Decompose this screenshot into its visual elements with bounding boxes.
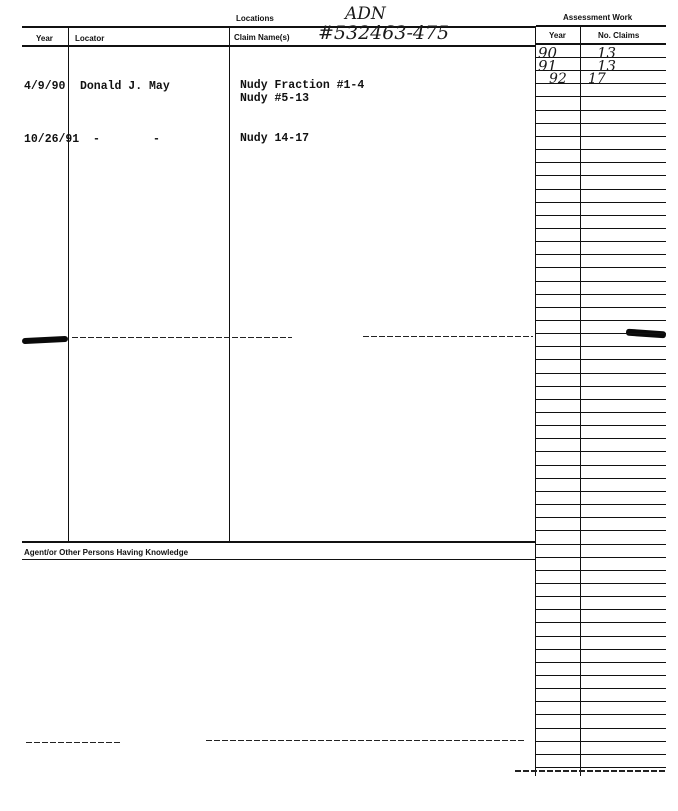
assessment-row-rule (535, 320, 666, 321)
assessment-row-rule (535, 767, 666, 768)
bottom-dashed-line (26, 742, 122, 743)
assessment-row-rule (535, 596, 666, 597)
assessment-row-rule (535, 281, 666, 282)
assessment-year-entry: 91 (538, 57, 558, 75)
assessment-row-rule (535, 399, 666, 400)
assessment-row-rule (535, 228, 666, 229)
assessment-row-rule (535, 530, 666, 531)
assessment-row-rule (535, 346, 666, 347)
assessment-row-rule (535, 162, 666, 163)
assessment-row-rule (535, 504, 666, 505)
entry-date: 4/9/90 (24, 80, 66, 93)
assessment-row-rule (535, 96, 666, 97)
assessment-row-rule (535, 136, 666, 137)
assessment-row-rule (535, 491, 666, 492)
assessment-top-rule (536, 25, 666, 27)
assessment-row-rule (535, 701, 666, 702)
entry-locator-ditto: - (153, 133, 160, 146)
assessment-row-rule (535, 662, 666, 663)
dashed-line-right (363, 336, 533, 337)
assessment-row-rule (535, 254, 666, 255)
header-top-rule (22, 26, 536, 28)
assessment-row-rule (535, 570, 666, 571)
assessment-row-rule (535, 110, 666, 111)
assessment-row-rule (535, 438, 666, 439)
assessment-row-rule (535, 123, 666, 124)
assessment-row-rule (535, 636, 666, 637)
year-locator-divider (68, 27, 69, 541)
assessment-row-rule (535, 583, 666, 584)
assessment-row-rule (535, 215, 666, 216)
assessment-row-rule (535, 333, 666, 334)
assessment-inner-divider (580, 26, 581, 776)
assessment-year-entry: 90 (538, 44, 558, 62)
assessment-row-rule (535, 386, 666, 387)
agent-section-label: Agent/or Other Persons Having Knowledge (24, 548, 189, 557)
assessment-claims-entry: 13 (597, 57, 617, 75)
entry-claim-name: Nudy Fraction #1-4 (240, 79, 365, 92)
assessment-row-rule (535, 609, 666, 610)
assessment-row-rule (535, 754, 666, 755)
assessment-row-rule (535, 688, 666, 689)
assessment-claims-entry: 13 (597, 44, 617, 62)
assessment-row-rule (535, 294, 666, 295)
assessment-row-rule (535, 175, 666, 176)
assessment-row-rule (535, 675, 666, 676)
entry-locator-ditto: - (93, 133, 100, 146)
main-assessment-divider (535, 26, 536, 776)
assessment-row-rule (535, 189, 666, 190)
assessment-claims-entry: 17 (588, 71, 606, 87)
assessment-row-rule (535, 359, 666, 360)
marker-stroke-left (22, 336, 68, 344)
claim-names-column-header: Claim Name(s) (234, 33, 290, 42)
year-column-header: Year (36, 34, 53, 43)
assessment-year-entry: 92 (549, 71, 567, 87)
entry-date: 10/26/91 (24, 133, 80, 146)
assessment-row-rule (535, 622, 666, 623)
entry-claim-name: Nudy #5-13 (240, 92, 310, 105)
assessment-row-rule (535, 741, 666, 742)
bottom-smudge-line (515, 770, 665, 772)
assessment-row-rule (535, 517, 666, 518)
entry-claim-name: Nudy 14-17 (240, 132, 310, 145)
assessment-row-rule (535, 202, 666, 203)
locator-column-header: Locator (75, 34, 105, 43)
header-bottom-rule (22, 45, 536, 47)
entry-locator: Donald J. May (80, 80, 170, 93)
assessment-row-rule (535, 728, 666, 729)
locator-claims-divider (229, 27, 230, 541)
agent-section-rule (22, 559, 535, 560)
assessment-row-rule (535, 465, 666, 466)
assessment-row-rule (535, 478, 666, 479)
locations-header: Locations (236, 14, 274, 23)
assessment-row-rule (535, 267, 666, 268)
assessment-row-rule (535, 714, 666, 715)
assessment-row-rule (535, 451, 666, 452)
assessment-row-rule (535, 307, 666, 308)
assessment-row-rule (535, 649, 666, 650)
assessment-row-rule (535, 557, 666, 558)
assessment-row-rule (535, 373, 666, 374)
assessment-row-rule (535, 412, 666, 413)
assessment-row-rule (535, 425, 666, 426)
assessment-row-rule (535, 241, 666, 242)
assessment-row-rule (535, 149, 666, 150)
assessment-work-header: Assessment Work (563, 13, 633, 22)
assessment-claims-column-header: No. Claims (598, 31, 640, 40)
assessment-row-rule (535, 544, 666, 545)
locations-handwritten-note: ADN (345, 4, 386, 24)
bottom-dashed-line (206, 740, 526, 741)
dashed-line-left (72, 337, 292, 338)
claims-table-bottom-rule (22, 541, 535, 543)
claim-number-handwritten: #532463-475 (318, 22, 450, 44)
assessment-year-column-header: Year (549, 31, 566, 40)
